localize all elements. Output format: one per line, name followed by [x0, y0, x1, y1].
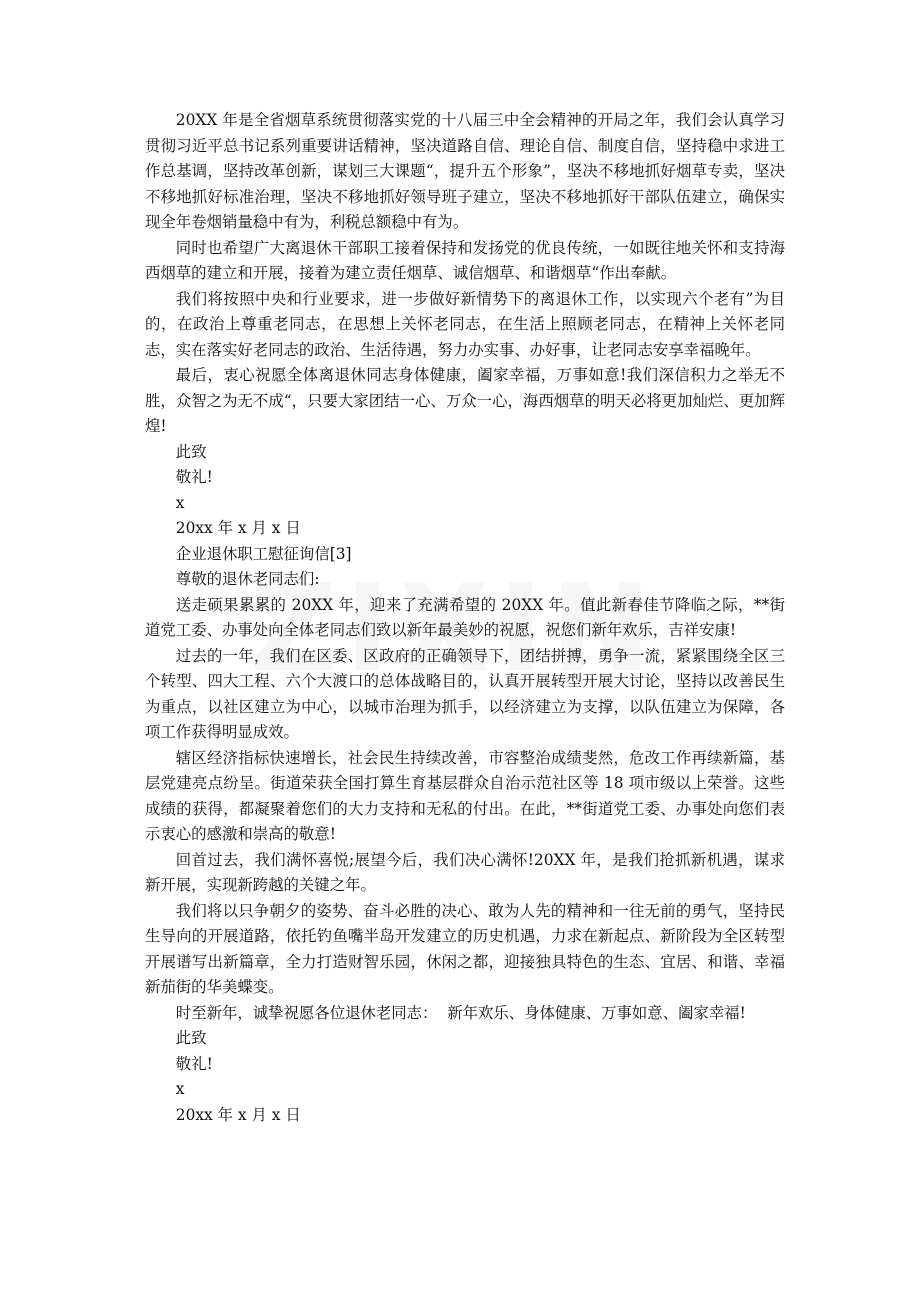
closing-salutation: 此致 — [175, 442, 207, 461]
letter-greeting: 尊敬的退休老同志们: — [175, 570, 320, 588]
paragraph: 送走硕果累累的 20XX 年，迎来了充满希望的 20XX 年。值此新春佳节降临之际，**街道党工委、办事处向全体老同志们致以新年最美妙的祝愿，祝您们新年欢乐，吉祥安康! — [145, 595, 785, 639]
letter-date: 20xx 年 x 月 x 日 — [175, 1105, 301, 1124]
signer: x — [175, 1080, 185, 1098]
closing-salutation: 此致 — [175, 1029, 207, 1047]
paragraph: 我们将按照中央和行业要求，进一步做好新情势下的离退休工作，以实现六个老有”为目的，在政治上尊重老同志，在思想上关怀老同志，在生活上照顾老同志，在精神上关怀老同志，实在落实好老同志的政治、生活待遇，努力办实事、办好事，让老同志安享幸福晚年。 — [145, 289, 785, 359]
signer: x — [175, 493, 185, 512]
letter-title: 企业退休职工慰征询信[3] — [175, 544, 352, 563]
letter-date: 20xx 年 x 月 x 日 — [175, 519, 301, 537]
closing-regards: 敬礼! — [175, 1054, 213, 1073]
document-page — [145, 108, 785, 1128]
paragraph: 同时也希望广大离退休干部职工接着保持和发扬党的优良传统，一如既往地关怀和支持海西烟草的建立和开展，接着为建立责任烟草、诚信烟草、和谐烟草“作出奉献。 — [145, 238, 785, 282]
paragraph: 过去的一年，我们在区委、区政府的正确领导下，团结拼搏，勇争一流，紧紧围绕全区三个转型、四大工程、六个大渡口的总体战略目的，认真开展转型开展大讨论，坚持以改善民生为重点，以社区建立为中心，以城市治理为抓手，以经济建立为支撑，以队伍建立为保障，各项工作获得明显成效。 — [145, 646, 785, 741]
closing-regards: 敬礼! — [175, 468, 213, 486]
paragraph: 最后，衷心祝愿全体离退休同志身体健康，阖家幸福，万事如意!我们深信积力之举无不胜，众智之为无不成“，只要大家团结一心、万众一心，海西烟草的明天必将更加灿烂、更加辉煌! — [145, 366, 785, 435]
paragraph: 我们将以只争朝夕的姿势、奋斗必胜的决心、敢为人先的精神和一往无前的勇气，坚持民生导向的开展道路，依托钓鱼嘴半岛开发建立的历史机遇，力求在新起点、新阶段为全区转型开展谱写出新篇章，全力打造财智乐园，休闲之都，迎接独具特色的生态、宜居、和谐、幸福新茄街的华美蝶变。 — [145, 901, 785, 996]
paragraph: 回首过去，我们满怀喜悦;展望今后，我们决心满怀!20XX 年，是我们抢抓新机遇，谋求新开展，实现新跨越的关键之年。 — [145, 850, 785, 894]
paragraph: 20XX 年是全省烟草系统贯彻落实党的十八届三中全会精神的开局之年，我们会认真学习贯彻习近平总书记系列重要讲话精神，坚决道路自信、理论自信、制度自信，坚持稳中求进工作总基调，坚持改革创新，谋划三大课题“，提升五个形象”，坚决不移地抓好烟草专卖，坚决不移地抓好标准治理，坚决不移地抓好领导班子建立，坚决不移地抓好干部队伍建立，确保实现全年卷烟销量稳中有为，利税总额稳中有为。 — [145, 111, 785, 231]
paragraph: 辖区经济指标快速增长，社会民生持续改善，市容整治成绩斐然，危改工作再续新篇，基层党建亮点纷呈。街道荣获全国打算生育基层群众自治示范社区等 18 项市级以上荣誉。这些成绩的获得，都凝聚着您们的大力支持和无私的付出。在此，**街道党工委、办事处向您们表示衷心的感激和崇高的敬意! — [145, 748, 785, 843]
paragraph: 时至新年，诚挚祝愿各位退休老同志： 新年欢乐、身体健康、万事如意、阖家幸福! — [175, 1003, 746, 1022]
